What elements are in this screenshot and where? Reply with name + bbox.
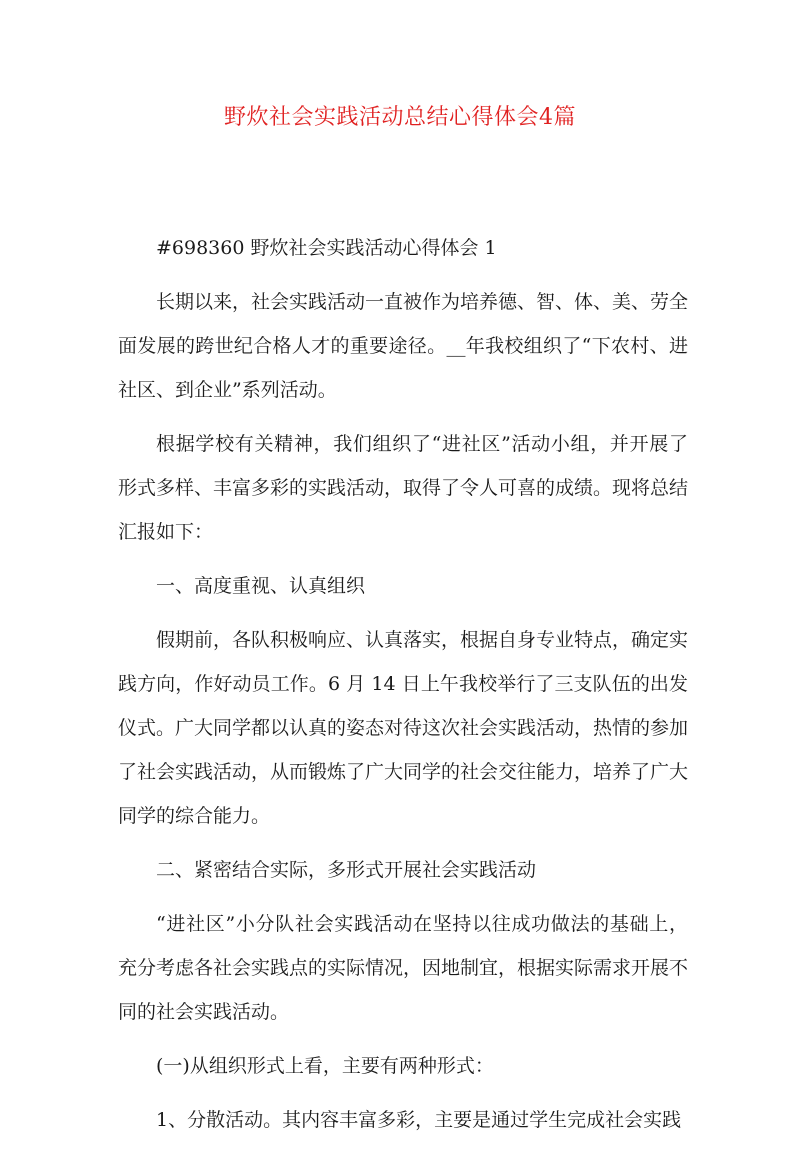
document-body — [118, 226, 688, 1152]
paragraph-dispersed: 1、分散活动。其内容丰富多彩，主要是通过学生完成社会实践 — [156, 1109, 682, 1131]
paragraph-summary: 根据学校有关精神，我们组织了“进社区”活动小组，并开展了形式多样、丰富多彩的实践活动，取得了令人可喜的成绩。现将总结汇报如下： — [118, 433, 689, 543]
document-title: 野炊社会实践活动总结心得体会4篇 — [224, 105, 576, 130]
paragraph-preparation: 假期前，各队积极响应、认真落实，根据自身专业特点，确定实践方向，作好动员工作。6 月 14 日上午我校举行了三支队伍的出发仪式。广大同学都以认真的姿态对待这次社会实践活动，热情的参加了社会实践活动，从而锻炼了广大同学的社会交往能力，培养了广大同学的综合能力。 — [118, 629, 689, 827]
section-heading: #698360 野炊社会实践活动心得体会 1 — [156, 237, 497, 259]
paragraph-intro: 长期以来，社会实践活动一直被作为培养德、智、体、美、劳全面发展的跨世纪合格人才的重要途径。__年我校组织了“下农村、进社区、到企业”系列活动。 — [118, 291, 689, 401]
paragraph-community: “进社区”小分队社会实践活动在坚持以往成功做法的基础上，充分考虑各社会实践点的实际情况，因地制宜，根据实际需求开展不同的社会实践活动。 — [118, 913, 689, 1023]
subheading-organization: (一)从组织形式上看，主要有两种形式： — [156, 1055, 494, 1077]
subheading-one: 一、高度重视、认真组织 — [156, 575, 366, 597]
subheading-two: 二、紧密结合实际，多形式开展社会实践活动 — [156, 859, 537, 881]
